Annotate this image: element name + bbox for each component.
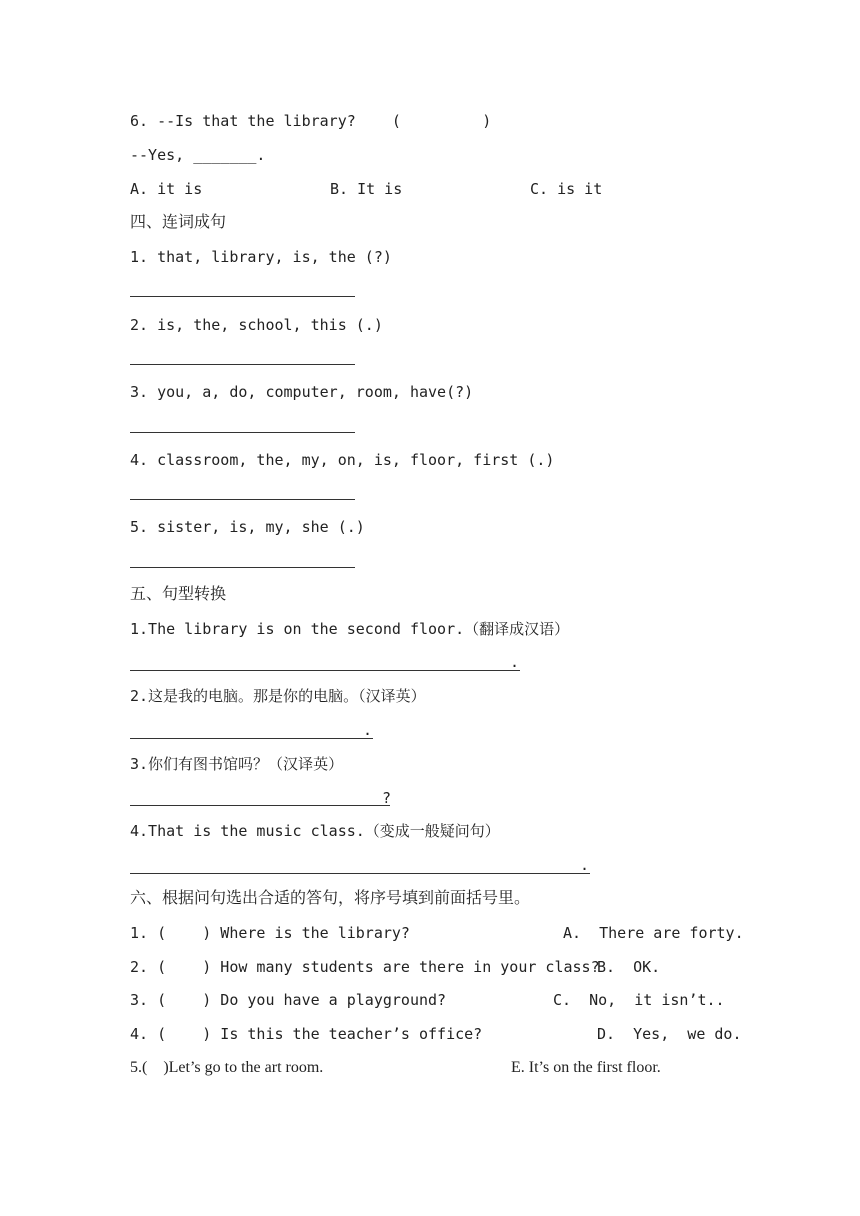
match-answer-c: C. No, it isn’t.. [553, 991, 725, 1009]
answer-line [130, 805, 390, 806]
match-question-2: 2. ( ) How many students are there in your class? [130, 958, 600, 976]
answer-line [130, 567, 355, 568]
section-4-item-4: 4. classroom, the, my, on, is, floor, first (.) [130, 451, 555, 469]
answer-end-mark: . [363, 721, 373, 739]
section-5-item-2: 2.这是我的电脑。那是你的电脑。（汉译英） [130, 687, 426, 705]
answer-line [130, 296, 355, 297]
section-4-item-5: 5. sister, is, my, she (.) [130, 518, 365, 536]
question-6-answer: --Yes, _______. [130, 146, 266, 164]
match-question-4: 4. ( ) Is this the teacher’s office? [130, 1025, 483, 1043]
option-b: B. It is [330, 180, 403, 198]
answer-line [130, 873, 590, 874]
section-4-item-2: 2. is, the, school, this (.) [130, 316, 383, 334]
answer-line [130, 738, 373, 739]
section-5-item-1: 1.The library is on the second floor.（翻译成汉语） [130, 620, 570, 638]
section-5-title: 五、句型转换 [130, 584, 227, 603]
section-5-item-3: 3.你们有图书馆吗？（汉译英） [130, 755, 344, 773]
match-question-5: 5.( )Let’s go to the art room. [130, 1059, 324, 1076]
answer-line [130, 670, 520, 671]
match-question-3: 3. ( ) Do you have a playground? [130, 991, 447, 1009]
answer-end-mark: . [580, 856, 590, 874]
answer-line [130, 499, 355, 500]
section-4-item-1: 1. that, library, is, the (?) [130, 248, 392, 266]
section-6-title: 六、根据问句选出合适的答句，将序号填到前面括号里。 [130, 888, 531, 907]
option-a: A. it is [130, 180, 203, 198]
answer-end-mark: . [510, 653, 520, 671]
match-answer-d: D. Yes, we do. [597, 1025, 742, 1043]
match-answer-b: B. OK. [597, 958, 661, 976]
option-c: C. is it [530, 180, 603, 198]
answer-line [130, 364, 355, 365]
answer-line [130, 432, 355, 433]
question-6: 6. --Is that the library? ( ) [130, 112, 492, 130]
section-4-item-3: 3. you, a, do, computer, room, have(?) [130, 383, 474, 401]
match-answer-a: A. There are forty. [563, 924, 744, 942]
section-4-title: 四、连词成句 [130, 212, 227, 231]
section-5-item-4: 4.That is the music class.（变成一般疑问句） [130, 822, 500, 840]
answer-end-mark: ? [382, 789, 392, 807]
match-answer-e: E. It’s on the first floor. [511, 1059, 661, 1076]
match-question-1: 1. ( ) Where is the library? [130, 924, 410, 942]
